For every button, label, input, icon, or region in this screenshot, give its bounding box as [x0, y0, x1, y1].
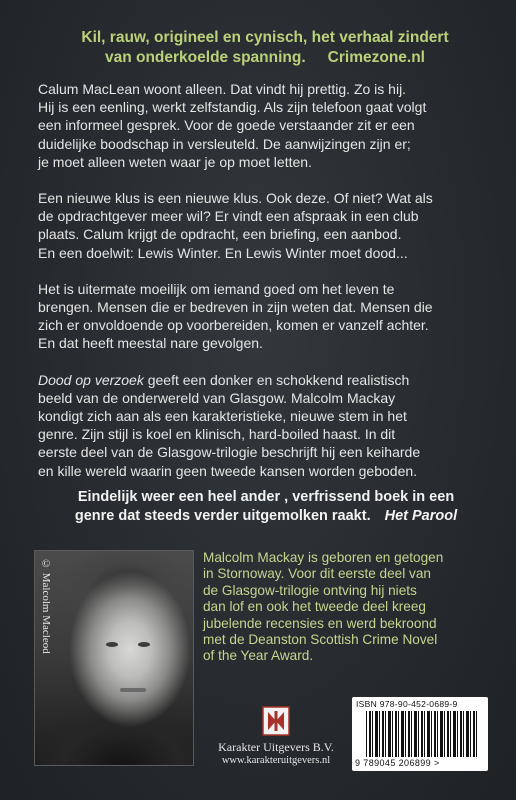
author-photo-eyes — [104, 642, 158, 648]
author-photo-mouth — [120, 688, 146, 692]
blurb-line: genre. Zijn stijl is koel en klinisch, hard-boiled haast. In dit — [38, 426, 396, 443]
blurb-paragraph-2 — [38, 189, 490, 262]
blurb-line: kondigt zich aan als een karakteristieke, nieuwe stem in het — [38, 408, 407, 425]
review-quote-crimezone — [40, 28, 490, 68]
review-source: Het Parool — [384, 508, 458, 524]
publisher-url: www.karakteruitgevers.nl — [221, 755, 331, 766]
blurb-line-fragment: geeft een donker en schokkend realistisch — [143, 371, 410, 388]
blurb-line: je moet alleen weten waar je op moet letten. — [38, 153, 312, 170]
isbn-label: ISBN 978-90-452-0689-9 — [356, 699, 458, 709]
photo-credit: © Malcolm Macleod — [40, 558, 52, 654]
blurb-line: duidelijke boodschap in versleuteld. De aanwijzingen zijn er; — [38, 135, 411, 152]
blurb-line: Calum MacLean woont alleen. Dat vindt hij prettig. Zo is hij. — [38, 81, 407, 97]
blurb-line: Een nieuwe klus is een nieuwe klus. Ook deze. Of niet? Wat als — [38, 190, 433, 207]
isbn-barcode-block — [352, 697, 488, 771]
review-quote-line-2: genre dat steeds verder uitgemolken raakt. — [74, 508, 371, 524]
book-title: Dood op verzoek — [38, 371, 144, 388]
blurb-text — [38, 80, 490, 480]
bio-line: dan lof en ook het tweede deel kreeg — [203, 599, 426, 615]
publisher-block — [203, 706, 349, 767]
bio-line: de Glasgow-trilogie ontving hij niets — [203, 582, 417, 598]
blurb-line: plaats. Calum krijgt de opdracht, een briefing, een aanbod. — [38, 226, 402, 243]
blurb-line: een informeel gesprek. Voor de goede verstaander zit er een — [38, 117, 415, 134]
blurb-line: Het is uitermate moeilijk om iemand goed om het leven te — [38, 280, 395, 297]
author-photo — [34, 550, 194, 766]
review-quote-line-2: van onderkoelde spanning. — [104, 49, 306, 66]
blurb-line: zich er onvoldoende op voorbereiden, komen er vanzelf achter. — [38, 317, 429, 334]
bio-line: in Stornoway. Voor dit eerste deel van — [203, 566, 431, 582]
review-quote-line-1: Kil, rauw, origineel en cynisch, het verhaal zindert — [81, 29, 449, 46]
publisher-name: Karakter Uitgevers B.V. — [218, 740, 334, 754]
bio-line: Malcolm Mackay is geboren en getogen — [203, 550, 444, 565]
blurb-paragraph-1 — [38, 80, 490, 171]
barcode-icon — [366, 711, 478, 757]
review-quote-line-1: Eindelijk weer een heel ander , verfrissend boek in een — [77, 489, 455, 505]
bio-line: met de Deanston Scottish Crime Novel — [203, 632, 438, 648]
blurb-line: En dat heeft meestal nare gevolgen. — [38, 335, 263, 352]
blurb-line: En een doelwit: Lewis Winter. En Lewis Winter moet dood... — [38, 244, 408, 261]
karakter-logo-icon — [262, 706, 290, 736]
blurb-paragraph-3 — [38, 280, 490, 353]
blurb-line: beeld van de onderwereld van Glasgow. Malcolm Mackay — [38, 389, 396, 406]
bio-line: jubelende recensies en werd bekroond — [203, 615, 437, 631]
review-source: Crimezone.nl — [327, 49, 425, 66]
blurb-line: brengen. Mensen die er bedreven in zijn weten dat. Mensen die — [38, 299, 433, 316]
blurb-line: en kille wereld waarin geen tweede kansen worden geboden. — [38, 462, 418, 479]
review-quote-parool — [40, 488, 492, 526]
blurb-line: eerste deel van de Glasgow-trilogie beschrijft hij een keiharde — [38, 444, 421, 461]
blurb-paragraph-4 — [38, 371, 490, 480]
blurb-line: de opdrachtgever meer wil? Er vindt een afspraak in een club — [38, 208, 419, 225]
blurb-line: Hij is een eenling, werkt zelfstandig. Als zijn telefoon gaat volgt — [38, 99, 427, 116]
author-bio — [203, 550, 493, 665]
bio-line: of the Year Award. — [203, 648, 314, 664]
barcode-digits: 9 789045 206899 > — [355, 758, 440, 768]
